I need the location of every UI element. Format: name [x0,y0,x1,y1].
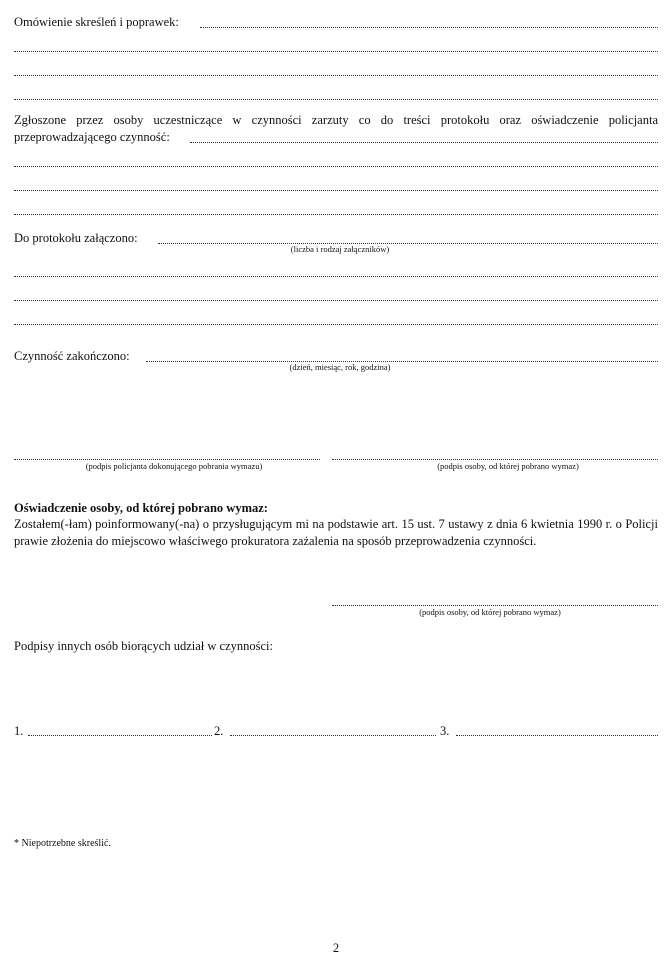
amendments-line-2 [14,51,658,52]
objections-line-1 [190,142,658,143]
statement-heading: Oświadczenie osoby, od której pobrano wymaz: [14,501,268,515]
person-signature-caption: (podpis osoby, od której pobrano wymaz) [437,461,579,471]
page-number: 2 [332,941,340,955]
statement-signature-line [332,605,658,606]
others-number-3: 3. [440,724,450,738]
objections-line-3 [14,190,658,191]
footnote: * Niepotrzebne skreślić. [14,838,111,849]
others-number-2: 2. [214,724,224,738]
objections-text-line-1: Zgłoszone przez osoby uczestniczące w czynności zarzuty co do treści protokołu oraz oświadczenie policjanta [14,113,658,127]
attachments-line-2 [14,276,658,277]
attachments-line-3 [14,300,658,301]
amendments-label: Omówienie skreśleń i poprawek: [14,15,179,29]
amendments-line-3 [14,75,658,76]
statement-body: Zostałem(-łam) poinformowany(-na) o przysługującym mi na podstawie art. 15 ust. 7 ustawy z dnia 6 kwietnia 1990 r. o Policji prawie złożenia do miejscowo właściwego prokuratora zażalenia na sposób przeprowadzenia czynności. [14,517,658,548]
others-signature-line-3 [456,735,658,736]
others-number-1: 1. [14,724,24,738]
statement-signature-caption: (podpis osoby, od której pobrano wymaz) [419,607,561,617]
others-signature-line-1 [28,735,212,736]
person-signature-line [332,459,658,460]
objections-line-4 [14,214,658,215]
completion-label: Czynność zakończono: [14,349,130,363]
officer-signature-caption: (podpis policjanta dokonującego pobrania wymazu) [85,461,263,471]
completion-caption: (dzień, miesiąc, rok, godzina) [289,362,391,372]
attachments-caption: (liczba i rodzaj załączników) [290,244,390,254]
objections-text-line-2: przeprowadzającego czynność: [14,130,170,144]
officer-signature-line [14,459,320,460]
objections-line-2 [14,166,658,167]
others-signature-line-2 [230,735,436,736]
others-label: Podpisy innych osób biorących udział w czynności: [14,639,273,653]
amendments-line-1 [200,27,658,28]
attachments-label: Do protokołu załączono: [14,231,138,245]
amendments-line-4 [14,99,658,100]
attachments-line-4 [14,324,658,325]
